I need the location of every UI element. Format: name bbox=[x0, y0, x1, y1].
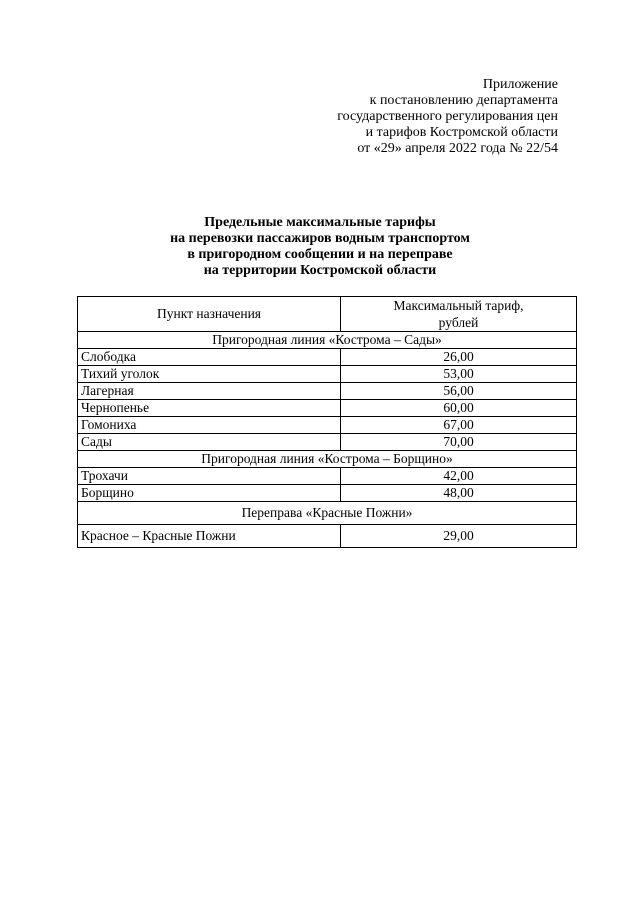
destination-cell: Лагерная bbox=[78, 383, 341, 400]
tariff-cell: 60,00 bbox=[341, 400, 577, 417]
appendix-line: государственного регулирования цен bbox=[337, 109, 558, 124]
appendix-line: и тарифов Костромской области bbox=[365, 125, 558, 140]
destination-cell: Гомониха bbox=[78, 417, 341, 434]
table-row bbox=[78, 400, 577, 417]
section-title: Переправа «Красные Пожни» bbox=[78, 502, 577, 525]
destination-cell: Красное – Красные Пожни bbox=[78, 525, 341, 548]
table-row bbox=[78, 525, 577, 548]
tariff-cell: 29,00 bbox=[341, 525, 577, 548]
appendix-line: к постановлению департамента bbox=[369, 93, 558, 108]
section-row bbox=[78, 451, 577, 468]
destination-cell: Слободка bbox=[78, 349, 341, 366]
header-tariff-line2: рублей bbox=[438, 315, 479, 330]
tariff-cell: 67,00 bbox=[341, 417, 577, 434]
destination-cell: Сады bbox=[78, 434, 341, 451]
tariff-cell: 42,00 bbox=[341, 468, 577, 485]
title-line: на территории Костромской области bbox=[203, 263, 437, 278]
tariff-cell: 53,00 bbox=[341, 366, 577, 383]
tariff-cell: 26,00 bbox=[341, 349, 577, 366]
header-tariff bbox=[341, 297, 577, 332]
header-tariff-line1: Максимальный тариф, bbox=[393, 298, 524, 313]
tariff-cell: 56,00 bbox=[341, 383, 577, 400]
section-title: Пригородная линия «Кострома – Сады» bbox=[78, 332, 577, 349]
table-row bbox=[78, 468, 577, 485]
title-line: в пригородном сообщении и на переправе bbox=[187, 247, 453, 262]
table-row bbox=[78, 485, 577, 502]
table-row bbox=[78, 366, 577, 383]
table-row bbox=[78, 349, 577, 366]
header-destination: Пункт назначения bbox=[78, 297, 341, 332]
title-line: Предельные максимальные тарифы bbox=[204, 215, 436, 230]
tariff-cell: 70,00 bbox=[341, 434, 577, 451]
section-row bbox=[78, 502, 577, 525]
document-title bbox=[0, 215, 640, 279]
table-row bbox=[78, 434, 577, 451]
tariff-cell: 48,00 bbox=[341, 485, 577, 502]
table-row bbox=[78, 383, 577, 400]
appendix-note bbox=[337, 77, 558, 157]
section-title: Пригородная линия «Кострома – Борщино» bbox=[78, 451, 577, 468]
destination-cell: Тихий уголок bbox=[78, 366, 341, 383]
destination-cell: Трохачи bbox=[78, 468, 341, 485]
table-row bbox=[78, 417, 577, 434]
destination-cell: Чернопенье bbox=[78, 400, 341, 417]
appendix-line: от «29» апреля 2022 года № 22/54 bbox=[357, 141, 558, 156]
section-row bbox=[78, 332, 577, 349]
appendix-line: Приложение bbox=[482, 77, 558, 92]
title-line: на перевозки пассажиров водным транспортом bbox=[170, 231, 470, 246]
table-header-row bbox=[78, 297, 577, 332]
destination-cell: Борщино bbox=[78, 485, 341, 502]
tariff-table bbox=[77, 296, 577, 548]
